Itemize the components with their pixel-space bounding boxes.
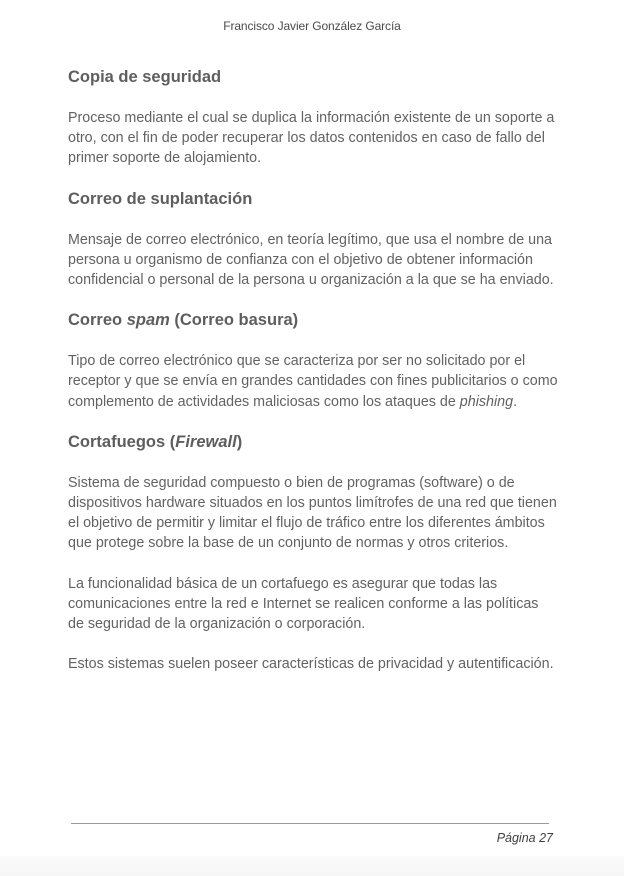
page-header-author: Francisco Javier González García <box>223 19 401 33</box>
section-title <box>68 309 558 331</box>
section-cortafuegos <box>68 431 558 675</box>
paragraph-text: . <box>513 393 518 410</box>
section-paragraph: Proceso mediante el cual se duplica la información existente de un soporte a otro, con el fin de poder recuperar los datos contenidos en caso de fallo del primer soporte de alojamiento. <box>68 110 555 167</box>
paragraph-italic-term: phishing <box>459 393 514 410</box>
section-paragraph <box>68 351 558 412</box>
section-paragraph: Estos sistemas suelen poseer características de privacidad y autentificación. <box>68 656 554 673</box>
title-text: (Correo basura) <box>169 311 299 330</box>
section-paragraph: Sistema de seguridad compuesto o bien de programas (software) o de dispositivos hardware situados en los puntos limítrofes de una red que tienen el objetivo de permitir y limitar el flujo de tráfico entre los diferentes ámbitos que protege sobre la base de un conjunto de normas y otros criterios. <box>68 474 557 552</box>
title-italic-term: Firewall <box>175 432 237 451</box>
page-content <box>68 66 558 674</box>
title-text: Cortafuegos ( <box>68 432 176 451</box>
section-title: Copia de seguridad <box>68 68 222 86</box>
paragraph-text: Tipo de correo electrónico que se caracteriza por ser no solicitado por el receptor y que se envía en grandes cantidades con fines publicitarios o como complemento de actividades maliciosas como los ataques de <box>68 353 558 410</box>
page-number: Página 27 <box>496 831 553 845</box>
section-copia-de-seguridad <box>68 66 558 169</box>
section-title: Correo de suplantación <box>68 189 253 208</box>
title-text: ) <box>236 432 243 451</box>
section-correo-de-suplantacion <box>68 188 558 291</box>
section-paragraph: Mensaje de correo electrónico, en teoría legítimo, que usa el nombre de una persona u organismo de confianza con el objetivo de obtener información confidencial o personal de la persona u organización a la que se ha enviado. <box>68 231 554 289</box>
section-paragraph: La funcionalidad básica de un cortafuego es asegurar que todas las comunicaciones entre la red e Internet se realicen conforme a las políticas de seguridad de la organización o corporación. <box>68 575 539 633</box>
section-title <box>68 431 558 453</box>
title-italic-term: spam <box>126 311 170 330</box>
page-bottom-shadow <box>0 856 624 876</box>
title-text: Correo <box>68 311 127 330</box>
section-correo-spam <box>68 309 558 412</box>
footer-divider <box>71 823 549 824</box>
